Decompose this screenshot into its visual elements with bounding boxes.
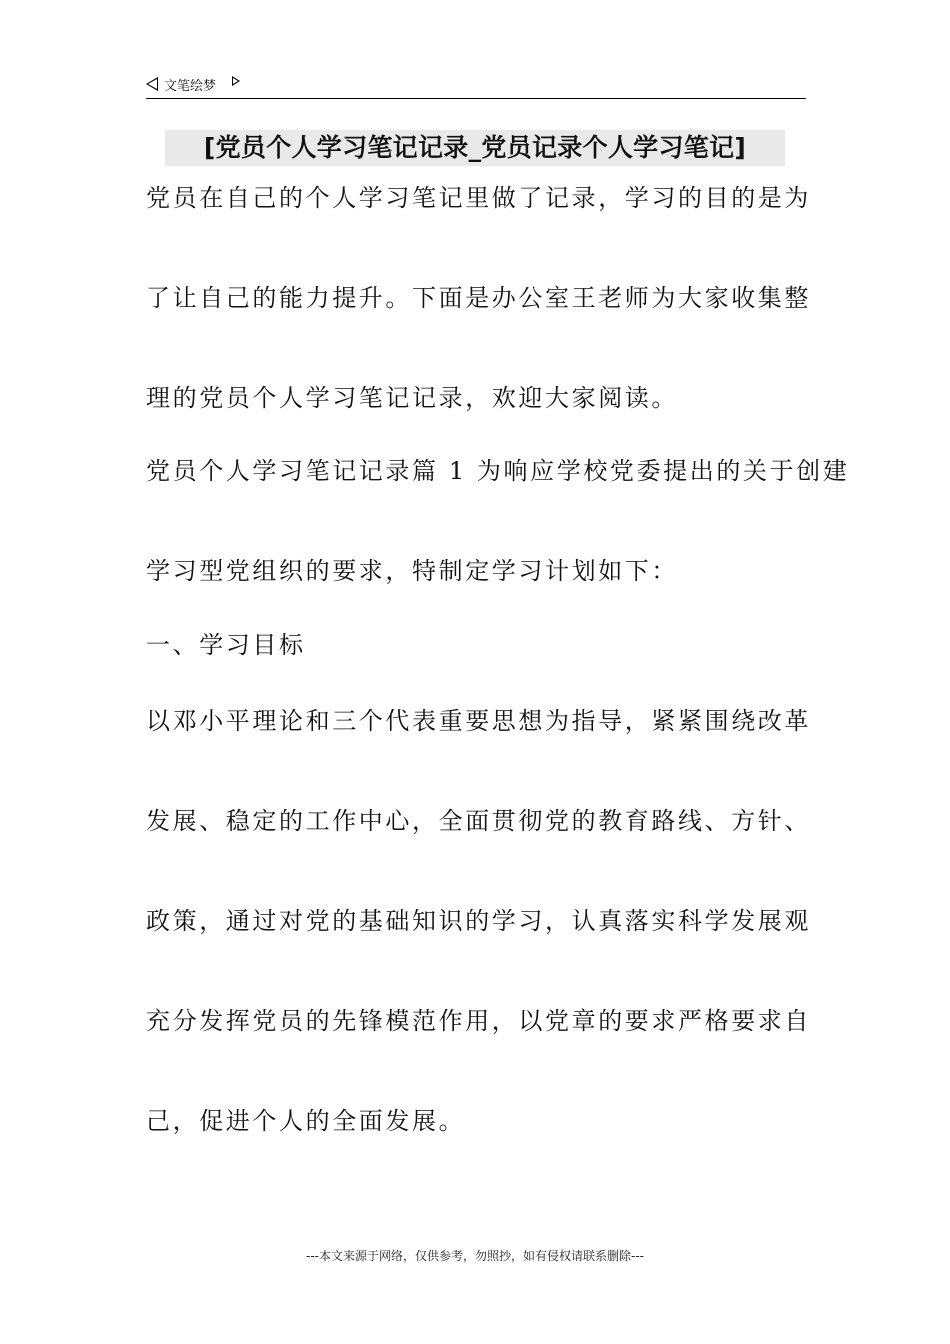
body-line-2: 了让自己的能力提升。下面是办公室王老师为大家收集整: [146, 284, 811, 312]
section-heading: 一、学习目标: [146, 631, 306, 659]
body-line-3: 理的党员个人学习笔记记录，欢迎大家阅读。: [146, 384, 678, 412]
body-line-8: 政策，通过对党的基础知识的学习，认真落实科学发展观: [146, 907, 811, 935]
body-line-7: 发展、稳定的工作中心，全面贯彻党的教育路线、方针、: [146, 807, 811, 835]
header-text: 文笔绘梦: [164, 79, 217, 94]
body-line-10: 己，促进个人的全面发展。: [146, 1107, 466, 1135]
body-line-6: 以邓小平理论和三个代表重要思想为指导，紧紧围绕改革: [146, 707, 811, 735]
body-line-1: 党员在自己的个人学习笔记里做了记录，学习的目的是为: [146, 184, 811, 212]
body-line-4: 党员个人学习笔记记录篇 1 为响应学校党委提出的关于创建: [146, 457, 850, 485]
triangle-left-icon: [146, 77, 158, 91]
body-line-9: 充分发挥党员的先锋模范作用，以党章的要求严格要求自: [146, 1007, 811, 1035]
document-title: [党员个人学习笔记记录_党员记录个人学习笔记]: [165, 130, 785, 166]
triangle-right-icon: [232, 76, 240, 86]
body-line-5: 学习型党组织的要求，特制定学习计划如下：: [146, 557, 678, 585]
page-header: [146, 72, 806, 99]
page-footer: ---本文来源于网络，仅供参考，勿照抄，如有侵权请联系删除---: [306, 1249, 644, 1263]
